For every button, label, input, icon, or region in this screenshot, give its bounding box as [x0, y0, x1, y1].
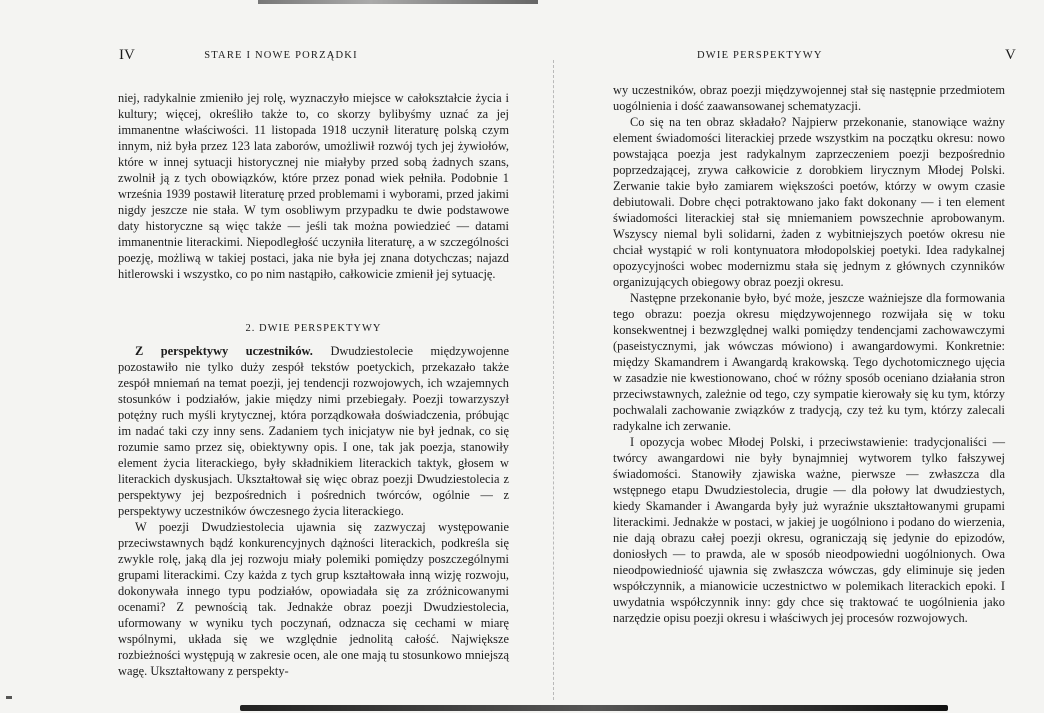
- right-page: [522, 0, 1044, 713]
- left-text-block-bottom: [118, 313, 509, 679]
- left-page-number: IV: [119, 47, 135, 63]
- left-running-title: STARE I NOWE PORZĄDKI: [204, 50, 358, 61]
- right-running-title: DWIE PERSPEKTYWY: [697, 50, 823, 61]
- right-running-head: [522, 47, 1044, 70]
- left-paragraph-2: W poezji Dwudziestolecia ujawnia się zazwyczaj występowanie przeciwstawnych bądź konkurencyjnych dążności literackich, podkreśla się zwykle rolę, jaką dla jej rozwoju miały polemiki pomiędzy poszczególnymi grupami literackimi. Czy każda z tych grup kształtowała inną wizję rozwoju, dokonywała innego typu podziałów, opowiadała się za zróżnicowanymi ocenami? Z pewnością tak. Jednakże obraz poezji Dwudziestolecia, uformowany w wyniku tych poczynań, odznacza się cechami w miarę wspólnymi, układa się we względnie jednolitą całość. Największe rozbieżności występują w zakresie ocen, ale one mają tu stosunkowo mniejszą wagę. Ukształtowany z perspekty-: [118, 520, 509, 678]
- right-page-number: V: [1005, 47, 1016, 63]
- scan-mark: [6, 696, 12, 699]
- left-paragraph-continued: niej, radykalnie zmieniło jej rolę, wyznaczyło miejsce w całokształcie życia i kultury; więcej, określiło także to, co skorzy bylibyśmy uznać za jej immanentne właściwości. 11 listopada 1918 uczynił literaturę polską czym innym, niż była przez 123 lata zaborów, umożliwił rozwój tych jej żywiołów, które w innej sytuacji historycznej nie miałyby przed sobą żadnych szans, zwolnił ją z tych obowiązków, które przez ponad wiek pełniła. Podobnie 1 września 1939 postawił literaturę przed problemami i wyborami, przed jakimi nigdy jeszcze nie stała. W tym osobliwym przypadku te dwie podstawowe daty historyczne są więc także — jeśli tak można powiedzieć — datami immanentnie literackimi. Niepodległość uczyniła literaturę, a w szczególności poezję, możliwą w takiej postaci, jaka nie była jej znana dotychczas; najazd hitlerowski i wszystko, co po nim nastąpiło, całkowicie zmienił jej sytuację.: [118, 91, 509, 281]
- left-running-head: [0, 47, 522, 70]
- lead-heading: Z perspektywy uczestników.: [135, 344, 313, 358]
- right-text-block: [613, 82, 1005, 626]
- scan-edge-bottom: [240, 705, 948, 711]
- left-paragraph-1: [118, 343, 509, 519]
- section-heading: 2. DWIE PERSPEKTYWY: [245, 323, 382, 334]
- right-paragraph-3: I opozycja wobec Młodej Polski, i przeciwstawienie: tradycjonaliści — twórcy awangardowi nie były bynajmniej wytworem tylko fałszywej świadomości. Stanowiły zjawiska ważne, pierwsze — zwłaszcza dla wstępnego etapu Dwudziestolecia, drugie — dla połowy lat dwudziestych, kiedy Skamander i Awangarda były już wyraźnie ukształtowanymi grupami literackimi. Jednakże w postaci, w jakiej je uogólniono i podano do wierzenia, nie dają obrazu całej poezji okresu, ograniczają się jedynie do epizodów, doniosłych — to prawda, ale w sposób nieodpowiedni uogólnionych. Owa nieodpowiedniość ujawnia się zwłaszcza wówczas, gdy eliminuje się jeden współczynnik, a mianowicie uczestnictwo w polemikach literackich epoki. I uwydatnia współczynnik inny: gdy chce się traktować te uogólnienia jako narzędzie opisu poezji okresu i właściwych jej procesów rozwojowych.: [613, 435, 1005, 625]
- left-paragraph-1-text: Dwudziestolecie międzywojenne pozostawiło nie tylko duży zespół tekstów poetyckich, przekazało także zespół mniemań na temat poezji, jej tendencji rozwojowych, ich wzajemnych stosunków i podziałów, jakie między nimi przebiegały. Poezji towarzyszył potężny ruch myśli krytycznej, która porządkowała doświadczenia, próbując im nadać taki czy inny sens. Zadaniem tych inicjatyw nie był jednak, co się rozumie samo przez się, obiektywny opis. I one, tak jak poezja, stanowiły element życia literackiego, były składnikiem literackich taktyk, głosem w literackich dyskusjach. Ukształtował się więc obraz poezji Dwudziestolecia z perspektywy jej bezpośrednich i pośrednich twórców, ogólnie — z perspektywy uczestników ówczesnego życia literackiego.: [118, 344, 509, 518]
- right-paragraph-2: Następne przekonanie było, być może, jeszcze ważniejsze dla formowania tego obrazu: poezja okresu międzywojennego rozwijała się w toku konsekwentnej i bezwzględnej walki pomiędzy tendencjami zachowawczymi (paseistycznymi, jak wówczas mówiono) i awangardowymi. Konkretnie: między Skamandrem i Awangardą krakowską. Tego dychotomicznego ujęcia w zasadzie nie kwestionowano, choć w różny sposób oceniano działania stron przeciwstawnych, zależnie od tego, czy sympatie kierowały się ku tym, którzy pochwalali zachowanie związków z tradycją, czy też ku tym, którzy zalecali radykalne ich zerwanie.: [613, 291, 1005, 433]
- right-paragraph-1: Co się na ten obraz składało? Najpierw przekonanie, stanowiące ważny element świadomości literackiej przede wszystkim na początku okresu: nowo powstająca poezja jest radykalnym zaprzeczeniem poezji bezpośrednio poprzedzającej, zrywa całkowicie z dorobkiem lirycznym Młodej Polski. Zerwanie takie było zamiarem większości poetów, którzy w owym czasie debiutowali. Dobre chęci potraktowano jako fakt dokonany — i ten element świadomości literackiej stał się mniemaniem powszechnie aprobowanym. Wszyscy niemal byli solidarni, żaden z wybitniejszych poetów okresu nie chciał wystąpić w roli kontynuatora młodopolskiej poetyki. Idea radykalnej opozycyjności wobec modernizmu stała się jednym z głównych czynników organizujących obiegowy obraz poezji okresu.: [613, 115, 1005, 289]
- left-text-block-top: [118, 90, 509, 282]
- right-paragraph-continued: wy uczestników, obraz poezji międzywojennej stał się następnie przedmiotem uogólnienia i dość zaawansowanej schematyzacji.: [613, 83, 1005, 113]
